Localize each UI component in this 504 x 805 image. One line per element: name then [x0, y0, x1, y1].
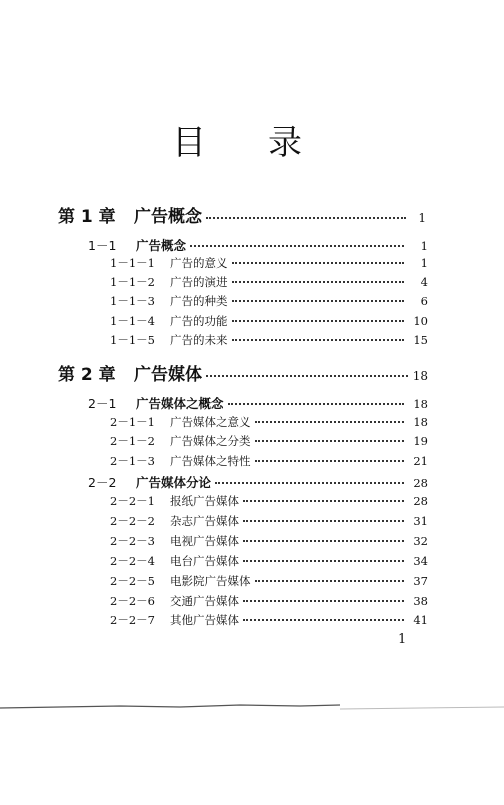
item-title: 电视广告媒体: [170, 534, 239, 548]
title-char-1: 目: [172, 123, 206, 163]
item-title: 电台广告媒体: [170, 554, 239, 568]
toc-item: [110, 293, 428, 309]
item-number: 2－2－2: [110, 514, 155, 528]
dot-leader: [232, 296, 405, 302]
item-page: 4: [420, 275, 428, 289]
section-title: 广告媒体之概念: [136, 396, 224, 411]
dot-leader: [243, 556, 404, 562]
item-title: 其他广告媒体: [170, 613, 239, 627]
item-page: 1: [420, 256, 428, 270]
dot-leader: [255, 456, 405, 462]
dot-leader: [243, 536, 404, 542]
item-number: 2－2－7: [110, 613, 155, 627]
dot-leader: [255, 436, 405, 442]
toc-item: [110, 274, 428, 290]
scan-edge-line: [0, 700, 504, 712]
dot-leader: [243, 496, 404, 502]
section-page: 1: [420, 239, 428, 253]
item-page: 32: [413, 534, 428, 548]
dot-leader: [243, 615, 404, 621]
item-number: 1－1－3: [110, 294, 155, 308]
section-title: 广告媒体分论: [136, 475, 212, 490]
toc-item: [110, 332, 428, 348]
item-page: 34: [413, 554, 428, 568]
dot-leader: [255, 576, 405, 582]
toc-item: [110, 513, 428, 529]
item-title: 广告的意义: [170, 256, 228, 270]
item-number: 1－1－4: [110, 314, 155, 328]
item-number: 2－2－6: [110, 594, 155, 608]
item-number: 2－1－1: [110, 415, 155, 429]
item-page: 6: [420, 294, 428, 308]
toc-chapter-1: [58, 202, 426, 227]
item-number: 1－1－2: [110, 275, 155, 289]
toc-item: [110, 553, 428, 569]
item-number: 2－1－2: [110, 434, 155, 448]
item-title: 广告的未来: [170, 333, 228, 347]
toc-item: [110, 493, 428, 509]
item-page: 41: [413, 613, 428, 627]
dot-leader: [243, 596, 404, 602]
item-page: 31: [413, 514, 428, 528]
section-number: 2－1: [88, 396, 117, 411]
item-page: 19: [413, 434, 428, 448]
toc-item: [110, 533, 428, 549]
dot-leader: [232, 258, 405, 264]
item-page: 21: [413, 454, 428, 468]
section-number: 2－2: [88, 475, 117, 490]
dot-leader: [232, 316, 405, 322]
chapter-title: 广告媒体: [134, 365, 202, 385]
item-title: 广告的种类: [170, 294, 228, 308]
dot-leader: [206, 371, 408, 377]
section-page: 18: [413, 397, 428, 411]
dot-leader: [232, 277, 405, 283]
item-page: 38: [413, 594, 428, 608]
item-title: 报纸广告媒体: [170, 494, 239, 508]
item-number: 1－1－1: [110, 256, 155, 270]
item-page: 28: [413, 494, 428, 508]
toc-item: [110, 593, 428, 609]
dot-leader: [215, 478, 404, 484]
item-title: 杂志广告媒体: [170, 514, 239, 528]
item-title: 广告的功能: [170, 314, 228, 328]
section-number: 1－1: [88, 238, 117, 253]
item-page: 18: [413, 415, 428, 429]
item-title: 广告媒体之特性: [170, 454, 251, 468]
dot-leader: [190, 241, 404, 247]
title-char-2: 录: [268, 123, 302, 163]
dot-leader: [206, 213, 406, 219]
toc-item: [110, 313, 428, 329]
item-number: 2－2－3: [110, 534, 155, 548]
item-number: 2－2－1: [110, 494, 155, 508]
item-page: 37: [413, 574, 428, 588]
toc-item: [110, 612, 428, 628]
toc-chapter-2: [58, 360, 428, 385]
dot-leader: [232, 335, 405, 341]
toc-item: [110, 573, 428, 589]
item-number: 1－1－5: [110, 333, 155, 347]
chapter-page: 1: [418, 211, 426, 225]
chapter-title: 广告概念: [134, 207, 202, 227]
item-page: 15: [413, 333, 428, 347]
item-number: 2－1－3: [110, 454, 155, 468]
toc-section-2-1: [88, 394, 428, 412]
item-title: 电影院广告媒体: [170, 574, 251, 588]
dot-leader: [228, 399, 404, 405]
chapter-number: 第 1 章: [58, 207, 116, 227]
dot-leader: [243, 516, 404, 522]
item-number: 2－2－5: [110, 574, 155, 588]
item-title: 广告媒体之分类: [170, 434, 251, 448]
section-title: 广告概念: [136, 238, 187, 253]
page-number: 1: [398, 632, 407, 647]
chapter-number: 第 2 章: [58, 365, 116, 385]
section-page: 28: [413, 476, 428, 490]
item-page: 10: [413, 314, 428, 328]
item-number: 2－2－4: [110, 554, 155, 568]
toc-section-2-2: [88, 473, 428, 491]
item-title: 交通广告媒体: [170, 594, 239, 608]
toc-section-1-1: [88, 236, 428, 254]
chapter-page: 18: [412, 369, 428, 383]
dot-leader: [255, 417, 405, 423]
toc-item: [110, 255, 428, 271]
item-title: 广告的演进: [170, 275, 228, 289]
toc-item: [110, 453, 428, 469]
toc-item: [110, 414, 428, 430]
item-title: 广告媒体之意义: [170, 415, 251, 429]
toc-item: [110, 433, 428, 449]
page-title: [0, 118, 504, 168]
